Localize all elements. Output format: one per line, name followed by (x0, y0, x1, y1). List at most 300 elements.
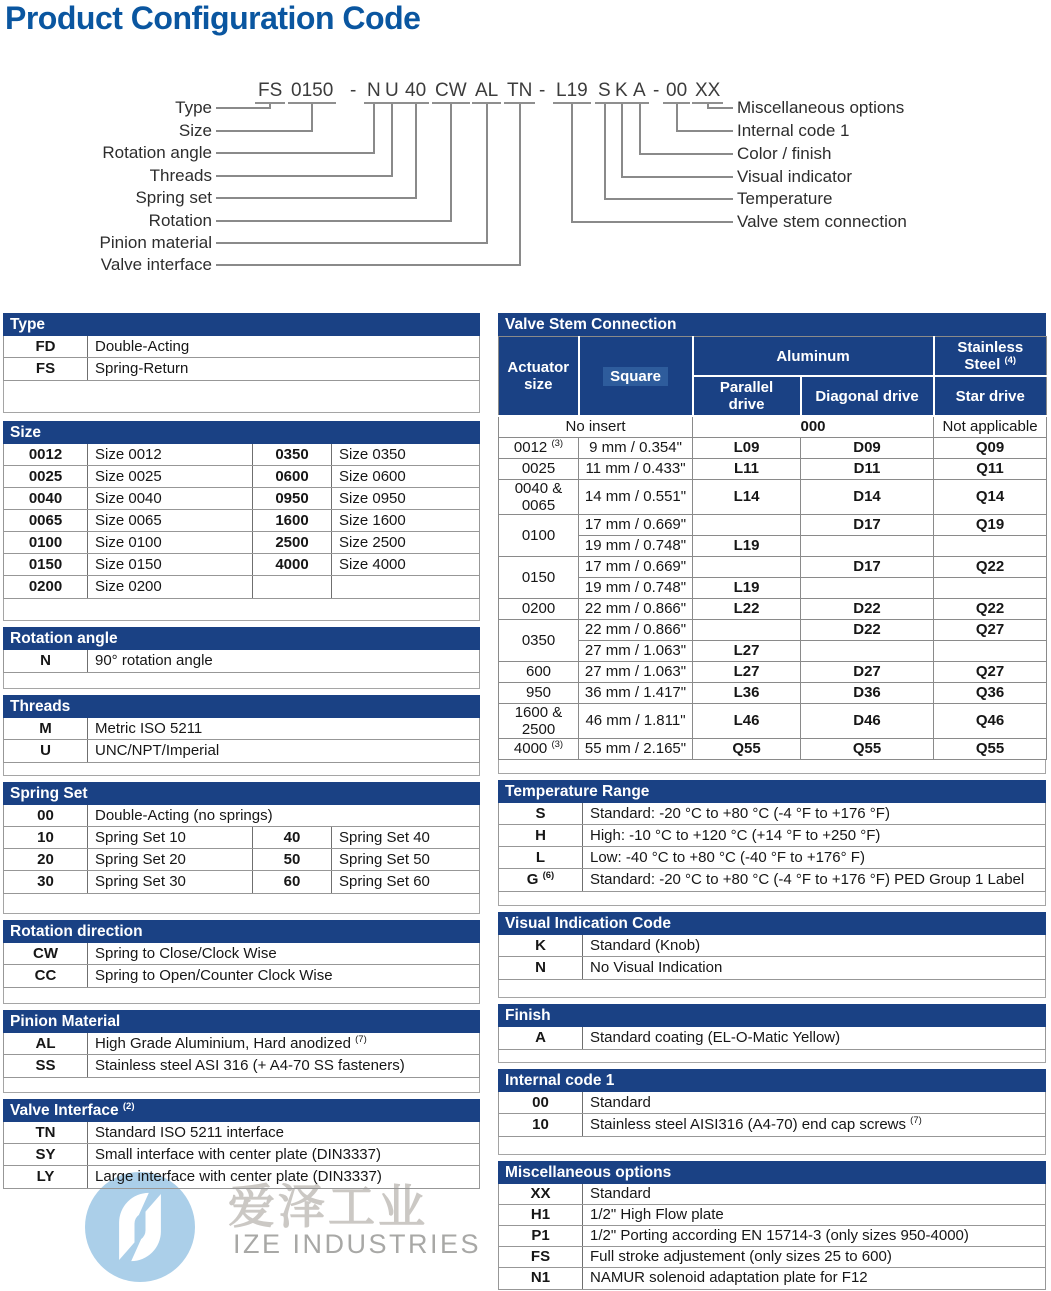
code-cell: U (40, 742, 51, 759)
square-cell: 46 mm / 1.811" (579, 703, 693, 738)
section-miscellaneous-options (498, 1161, 1046, 1290)
table-row (4, 827, 479, 849)
table-row (4, 336, 479, 358)
section-finish (498, 1004, 1046, 1050)
star-drive-header: Star drive (934, 376, 1047, 416)
watermark-en: IZE INDUSTRIES (233, 1229, 482, 1259)
square-cell: 22 mm / 0.866" (579, 598, 693, 619)
square-cell: 17 mm / 0.669" (579, 514, 693, 535)
desc-cell: Spring Set 10 (87, 827, 252, 848)
star-drive-cell (934, 577, 1047, 598)
desc-cell: No Visual Indication (582, 957, 1045, 979)
desc-cell: Standard coating (EL-O-Matic Yellow) (582, 1027, 1045, 1049)
table-row (499, 682, 1047, 703)
desc-cell: Size 1600 (331, 510, 479, 531)
code-cell: SY (35, 1146, 56, 1163)
valve-stem-table (498, 336, 1047, 760)
code-cell: 60 (252, 871, 331, 893)
section-rotation-angle (3, 627, 480, 673)
desc-cell: Standard (Knob) (582, 935, 1045, 956)
parallel-drive-cell: L46 (693, 703, 801, 738)
table-row (499, 661, 1047, 682)
code-cell: 0025 (28, 468, 63, 485)
desc-cell: Standard: -20 °C to +80 °C (-4 °F to +176 °F) (582, 803, 1045, 824)
parallel-drive-header: Parallel drive (693, 376, 801, 416)
desc-cell: Large interface with center plate (DIN3337) (87, 1166, 479, 1188)
code-cell: FS (530, 1247, 551, 1265)
table-row (4, 1055, 479, 1077)
code-segment: 40 (402, 80, 429, 104)
code-cell (252, 576, 331, 598)
table-row (4, 358, 479, 380)
code-segment: N (364, 80, 384, 104)
section-type (3, 313, 480, 381)
table-row (499, 1092, 1045, 1114)
table-row (4, 1122, 479, 1144)
square-cell: 22 mm / 0.866" (579, 619, 693, 640)
section-gap (3, 894, 480, 914)
code-cell: 00 (532, 1093, 549, 1111)
desc-cell: Size 2500 (331, 532, 479, 553)
right-table-column (498, 313, 1046, 1290)
section-body (3, 943, 480, 988)
desc-cell: Spring Set 30 (87, 871, 252, 893)
section-gap (498, 1137, 1046, 1155)
section-gap-white (3, 413, 480, 421)
code-segment: L19 (553, 80, 591, 104)
code-segment: CW (432, 80, 470, 104)
diagonal-drive-cell: D17 (801, 514, 934, 535)
table-row (4, 466, 479, 488)
parallel-drive-cell (693, 556, 801, 577)
code-segment: AL (472, 80, 501, 104)
star-drive-cell: Q19 (934, 514, 1047, 535)
code-cell: L (535, 848, 546, 866)
code-cell: 4000 (252, 554, 331, 575)
section-gap (3, 763, 480, 776)
desc-cell: 1/2" High Flow plate (582, 1205, 1045, 1225)
code-cell: S (535, 804, 546, 822)
section-gap (498, 980, 1046, 998)
desc-cell: Metric ISO 5211 (87, 718, 479, 739)
desc-cell: Standard ISO 5211 interface (87, 1122, 479, 1143)
diagram-label-type: Type (175, 98, 212, 117)
diagonal-drive-cell: D09 (801, 437, 934, 458)
desc-cell: 1/2" Porting according EN 15714-3 (only sizes 950-4000) (582, 1226, 1045, 1246)
code-segment: 00 (663, 80, 690, 104)
square-cell: 55 mm / 2.165" (579, 738, 693, 759)
page-title: Product Configuration Code (5, 0, 421, 36)
table-row (499, 1184, 1045, 1205)
parallel-drive-cell: L27 (693, 661, 801, 682)
desc-cell: Standard (582, 1184, 1045, 1204)
parallel-drive-cell: L27 (693, 640, 801, 661)
section-gap (3, 1078, 480, 1093)
code-cell: G $^{(6)}$ (526, 869, 555, 888)
code-cell: 0040 (28, 490, 63, 507)
code-cell: 00 (37, 807, 54, 824)
code-cell: CW (33, 945, 58, 962)
section-body (498, 935, 1046, 980)
code-cell: P1 (531, 1226, 550, 1244)
table-row (499, 437, 1047, 458)
code-cell: 0350 (252, 444, 331, 465)
square-cell: 27 mm / 1.063" (579, 640, 693, 661)
code-cell: 0600 (252, 466, 331, 487)
section-header: Internal code 1 (498, 1069, 1046, 1092)
desc-cell: Standard (582, 1092, 1045, 1113)
footnote-sup: (4) (1004, 355, 1017, 366)
parallel-drive-cell: L22 (693, 598, 801, 619)
diagram-label-threads: Threads (149, 166, 212, 185)
star-drive-cell: Q55 (934, 738, 1047, 759)
diagram-label-miscellaneous-options: Miscellaneous options (737, 98, 905, 117)
footnote-sup: (3) (551, 438, 564, 449)
section-body (3, 650, 480, 673)
diagram-label-visual-indicator: Visual indicator (737, 167, 852, 186)
code-segment: 0150 (288, 80, 336, 104)
section-gap (3, 381, 480, 413)
section-gap (498, 760, 1046, 774)
section-body (498, 1092, 1046, 1137)
diagonal-drive-cell: D36 (801, 682, 934, 703)
section-body (3, 805, 480, 894)
actuator-size-cell: 600 (499, 661, 579, 682)
section-body (3, 1033, 480, 1078)
code-cell: 30 (37, 873, 54, 890)
table-row (4, 510, 479, 532)
configuration-code-diagram (0, 0, 1051, 300)
star-drive-cell: Q22 (934, 598, 1047, 619)
desc-cell: Size 0350 (331, 444, 479, 465)
diagonal-drive-cell: D11 (801, 458, 934, 479)
parallel-drive-cell: L14 (693, 479, 801, 514)
section-header: Valve Interface $^{(2)}$ (3, 1099, 480, 1122)
section-body (3, 444, 480, 599)
code-segment: - (539, 80, 546, 101)
desc-cell: Double-Acting (no springs) (87, 805, 479, 826)
diagonal-drive-cell: D14 (801, 479, 934, 514)
stainless-steel-header: Stainless Steel $^{(4)}$ (934, 337, 1047, 377)
actuator-size-cell: 0040 & 0065 (499, 479, 579, 514)
code-cell: AL (35, 1035, 56, 1052)
star-drive-cell: Q27 (934, 619, 1047, 640)
aluminum-no-insert-cell: 000 (693, 416, 934, 437)
table-row (499, 957, 1045, 979)
desc-cell: Spring Set 60 (331, 871, 479, 893)
desc-cell: Spring to Close/Clock Wise (87, 943, 479, 964)
table-row (499, 703, 1047, 738)
section-header: Rotation direction (3, 920, 480, 943)
table-row (499, 598, 1047, 619)
desc-cell: High Grade Aluminium, Hard anodized $^{(7)}$ (87, 1033, 479, 1054)
code-cell: K (535, 936, 546, 954)
code-cell: M (39, 720, 52, 737)
section-body (3, 1122, 480, 1189)
desc-cell: UNC/NPT/Imperial (87, 740, 479, 762)
section-pinion-material (3, 1010, 480, 1078)
section-body (498, 1027, 1046, 1050)
desc-cell: Spring Set 20 (87, 849, 252, 870)
diagonal-drive-header: Diagonal drive (801, 376, 934, 416)
section-gap (3, 673, 480, 689)
section-body (498, 1184, 1046, 1290)
diagram-label-valve-interface: Valve interface (100, 255, 212, 274)
desc-cell: Standard: -20 °C to +80 °C (-4 °F to +176 °F) PED Group 1 Label (582, 869, 1045, 891)
square-cell: 14 mm / 0.551" (579, 479, 693, 514)
section-header: Spring Set (3, 782, 480, 805)
desc-cell: Small interface with center plate (DIN3337) (87, 1144, 479, 1165)
actuator-size-cell: 0025 (499, 458, 579, 479)
no-insert-cell: No insert (499, 416, 693, 437)
actuator-size-header: Actuator size (499, 337, 579, 417)
star-drive-cell: Q27 (934, 661, 1047, 682)
code-cell: LY (36, 1168, 55, 1185)
square-cell: 19 mm / 0.748" (579, 577, 693, 598)
star-no-insert-cell: Not applicable (934, 416, 1047, 437)
section-body (3, 718, 480, 763)
square-cell: 27 mm / 1.063" (579, 661, 693, 682)
section-header: Visual Indication Code (498, 912, 1046, 935)
section-header: Threads (3, 695, 480, 718)
code-cell: 1600 (252, 510, 331, 531)
desc-cell: Size 0025 (87, 466, 252, 487)
code-cell: 0950 (252, 488, 331, 509)
section-threads (3, 695, 480, 763)
table-row (499, 479, 1047, 514)
diagram-label-rotation-angle: Rotation angle (102, 143, 212, 162)
table-row (499, 738, 1047, 759)
code-cell: A (535, 1028, 546, 1046)
table-row (499, 535, 1047, 556)
section-header: Miscellaneous options (498, 1161, 1046, 1184)
actuator-size-cell: 950 (499, 682, 579, 703)
footnote-sup: (3) (551, 739, 564, 750)
table-row (4, 532, 479, 554)
star-drive-cell: Q46 (934, 703, 1047, 738)
code-cell: TN (35, 1124, 56, 1141)
table-row (4, 740, 479, 762)
table-row (499, 640, 1047, 661)
section-body (498, 803, 1046, 892)
desc-cell: High: -10 °C to +120 °C (+14 °F to +250 °F) (582, 825, 1045, 846)
section-gap (3, 599, 480, 621)
table-row (499, 577, 1047, 598)
desc-cell: Size 0100 (87, 532, 252, 553)
diagonal-drive-cell (801, 640, 934, 661)
actuator-size-cell: 0200 (499, 598, 579, 619)
code-segment: S (595, 80, 614, 104)
desc-cell: Size 0150 (87, 554, 252, 575)
table-row (499, 847, 1045, 869)
section-valve-interface (3, 1099, 480, 1189)
desc-cell: Size 0012 (87, 444, 252, 465)
code-cell: 0200 (28, 578, 63, 595)
footnote-sup: (6) (542, 869, 555, 881)
table-row (499, 458, 1047, 479)
desc-cell: Size 0600 (331, 466, 479, 487)
table-row (4, 1166, 479, 1188)
desc-cell (331, 576, 479, 598)
diagonal-drive-cell: D17 (801, 556, 934, 577)
table-row (4, 965, 479, 987)
table-row (499, 556, 1047, 577)
table-row (499, 1205, 1045, 1226)
actuator-size-cell: 0100 (499, 514, 579, 556)
code-cell: H (535, 826, 546, 844)
desc-cell: Spring-Return (87, 358, 479, 380)
diagonal-drive-cell (801, 577, 934, 598)
section-body (3, 336, 480, 381)
parallel-drive-cell: L11 (693, 458, 801, 479)
star-drive-cell (934, 535, 1047, 556)
code-segment: - (350, 80, 357, 101)
desc-cell: Size 0950 (331, 488, 479, 509)
code-cell: 0150 (28, 556, 63, 573)
diagram-label-pinion-material: Pinion material (99, 233, 212, 252)
table-row (499, 803, 1045, 825)
section-header: Type (3, 313, 480, 336)
desc-cell: 90° rotation angle (87, 650, 479, 672)
aluminum-header: Aluminum (693, 337, 934, 377)
diagram-label-temperature: Temperature (737, 189, 833, 208)
code-cell: 0065 (28, 512, 63, 529)
table-row (499, 1114, 1045, 1136)
code-cell: 20 (37, 851, 54, 868)
table-row (4, 1033, 479, 1055)
star-drive-cell (934, 640, 1047, 661)
no-insert-row (499, 416, 1047, 437)
desc-cell: Stainless steel ASI 316 (+ A4-70 SS fasteners) (87, 1055, 479, 1077)
table-row (4, 554, 479, 576)
table-row (499, 619, 1047, 640)
parallel-drive-cell: Q55 (693, 738, 801, 759)
table-row (4, 488, 479, 510)
desc-cell: NAMUR solenoid adaptation plate for F12 (582, 1268, 1045, 1289)
diagram-label-color-finish: Color / finish (737, 144, 832, 163)
code-cell: FS (35, 360, 56, 377)
table-row (499, 1247, 1045, 1268)
star-drive-cell: Q14 (934, 479, 1047, 514)
table-row (4, 1144, 479, 1166)
code-cell: N (535, 958, 546, 976)
diagram-label-internal-code-1: Internal code 1 (737, 121, 850, 140)
code-cell: FD (35, 338, 56, 355)
section-header: Finish (498, 1004, 1046, 1027)
desc-cell: Spring to Open/Counter Clock Wise (87, 965, 479, 987)
square-cell: 19 mm / 0.748" (579, 535, 693, 556)
code-cell: H1 (530, 1205, 551, 1223)
section-valve-stem-connection (498, 313, 1046, 760)
actuator-size-cell: 4000 $^{(3)}$ (499, 738, 579, 759)
parallel-drive-cell: L19 (693, 535, 801, 556)
table-row (499, 1027, 1045, 1049)
star-drive-cell: Q09 (934, 437, 1047, 458)
section-temperature-range (498, 780, 1046, 892)
table-row (4, 805, 479, 827)
actuator-size-cell: 1600 & 2500 (499, 703, 579, 738)
square-cell: 9 mm / 0.354" (579, 437, 693, 458)
watermark-cn: 爱泽工业 (228, 1180, 428, 1233)
desc-cell: Stainless steel AISI316 (A4-70) end cap screws $^{(7)}$ (582, 1114, 1045, 1136)
section-spring-set (3, 782, 480, 894)
footnote-sup: (7) (355, 1034, 367, 1045)
actuator-size-cell: 0012 $^{(3)}$ (499, 437, 579, 458)
square-cell: 11 mm / 0.433" (579, 458, 693, 479)
star-drive-cell: Q36 (934, 682, 1047, 703)
parallel-drive-cell: L09 (693, 437, 801, 458)
desc-cell: Double-Acting (87, 336, 479, 357)
code-cell: 10 (37, 829, 54, 846)
code-cell: 0012 (28, 446, 63, 463)
square-cell: 36 mm / 1.417" (579, 682, 693, 703)
code-segment: - (653, 80, 660, 101)
square-header: Square (579, 337, 693, 417)
code-cell: XX (530, 1184, 551, 1202)
section-header: Rotation angle (3, 627, 480, 650)
code-segment: XX (692, 80, 723, 104)
code-cell: N (40, 652, 51, 669)
parallel-drive-cell (693, 514, 801, 535)
section-gap (3, 988, 480, 1004)
table-row (4, 849, 479, 871)
section-rotation-direction (3, 920, 480, 988)
actuator-size-cell: 0150 (499, 556, 579, 598)
desc-cell: Size 0200 (87, 576, 252, 598)
section-gap (498, 1050, 1046, 1063)
star-drive-cell: Q22 (934, 556, 1047, 577)
code-segment: U (382, 80, 402, 104)
table-row (499, 935, 1045, 957)
diagram-label-size: Size (178, 121, 212, 140)
table-row (499, 1226, 1045, 1247)
desc-cell: Size 0065 (87, 510, 252, 531)
code-cell: CC (34, 967, 57, 984)
desc-cell: Size 0040 (87, 488, 252, 509)
table-row (4, 943, 479, 965)
square-cell: 17 mm / 0.669" (579, 556, 693, 577)
desc-cell: Spring Set 50 (331, 849, 479, 870)
table-row (4, 871, 479, 893)
table-row (499, 825, 1045, 847)
table-row (499, 869, 1045, 891)
code-cell: 2500 (252, 532, 331, 553)
parallel-drive-cell (693, 619, 801, 640)
footnote-sup: (2) (122, 1100, 135, 1112)
table-row (4, 718, 479, 740)
section-header: Valve Stem Connection (498, 313, 1046, 336)
diagram-label-rotation: Rotation (148, 211, 212, 230)
code-segment: FS (255, 80, 285, 104)
code-cell: 40 (252, 827, 331, 848)
table-row (4, 576, 479, 598)
code-segment: TN (504, 80, 535, 104)
table-row (499, 1268, 1045, 1289)
code-cell: N1 (530, 1268, 551, 1286)
actuator-size-cell: 0350 (499, 619, 579, 661)
section-size (3, 421, 480, 599)
code-cell: 0100 (28, 534, 63, 551)
diagonal-drive-cell: D22 (801, 619, 934, 640)
code-cell: 10 (532, 1115, 549, 1133)
section-gap (498, 892, 1046, 906)
star-drive-cell: Q11 (934, 458, 1047, 479)
desc-cell: Spring Set 40 (331, 827, 479, 848)
section-header: Size (3, 421, 480, 444)
diagonal-drive-cell (801, 535, 934, 556)
diagonal-drive-cell: D27 (801, 661, 934, 682)
desc-cell: Size 4000 (331, 554, 479, 575)
